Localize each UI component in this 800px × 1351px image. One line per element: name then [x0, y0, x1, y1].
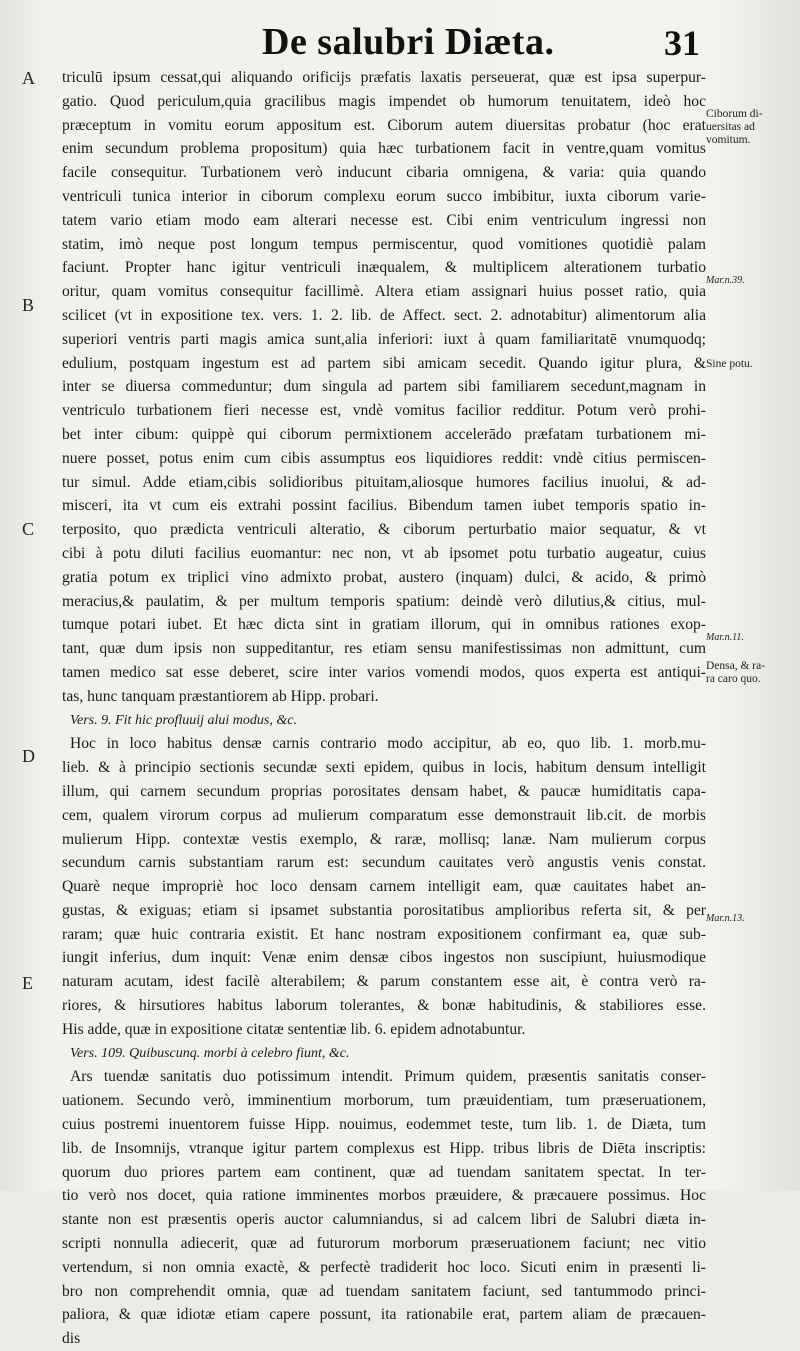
text-line: Quarè neque impropriè hoc loco densam carnem intelligit eam, quæ cauitates habet an-	[62, 878, 706, 896]
text-line: tio verò nos docet, quia ratione imminentes morbos præuidere, & præcauere possimus. Hoc	[62, 1187, 706, 1205]
text-line: lib. de Insomnijs, vtranque igitur partem complexus est Hipp. tribus libris de Diēta inscriptis:	[62, 1139, 706, 1157]
text-line: mulierum Hipp. contextæ vestis exemplo, & raræ, mollisq; lanæ. Nam mulierum corpus	[62, 830, 706, 848]
text-line: dis	[62, 1330, 81, 1348]
text-line: cem, qualem virorum corpus ad mulierum comparatum esse demonstrauit lib.cit. de morbis	[62, 806, 706, 824]
text-line: inter se diuersa commeduntur; dum singula ad partem sibi familiarem secedunt,magnam in	[62, 378, 706, 396]
section-letter-c: C	[22, 519, 35, 539]
text-line: præceptum in vomitu eorum appositum est. Ciborum autem diuersitas probatur (hoc erat	[62, 116, 706, 134]
text-line: bro non comprehendit omnia, quæ ad tuendam sanitatem faciunt, sed tantummodo princi-	[62, 1282, 706, 1300]
text-line: tumque potari iubet. Et hæc dicta sint in gratiam illorum, qui in omnibus rationes exop-	[62, 616, 706, 634]
text-line: paliora, & quæ idiotæ etiam capere possunt, ita rationabile erat, partem aliam de præcauen-	[62, 1306, 706, 1324]
text-line: quorum duo priores partem eam continent, quæ ad tuendam sanitatem spectat. In ter-	[62, 1163, 706, 1181]
text-line: tamen medico sat esse deberet, scire inter varios vomendi modos, quos experta est antiqui-	[62, 663, 706, 681]
text-line: Vers. 109. Quibuscunq. morbi à celebro fiunt, &c.	[70, 1045, 350, 1061]
section-letter-b: B	[22, 295, 35, 315]
text-line: triculū ipsum cessat,qui aliquando orificijs præfatis laxatis perseuerat, quæ est ipsa superpur-	[62, 69, 706, 86]
text-line: cuius postremi inuentorem fuisse Hipp. nouimus, eodemmet teste, tum lib. 1. de Diæta, tum	[62, 1116, 706, 1134]
text-line: riores, & hirsutiores habitus laborum tolerantes, & bonæ habitudinis, & stabiliores esse.	[62, 997, 706, 1015]
body-text	[62, 66, 706, 1351]
margin-note-ref-39: Mar.n.39.	[706, 275, 745, 286]
text-line: cibi à potu diluti facilius euomantur: nec non, vt ab ipsomet potu turbatio augeatur, cuius	[62, 544, 706, 562]
text-line: ventriculi tunica interior in ciborum complexu eorum succo imbibitur, iuxta ciborum varie-	[62, 187, 706, 205]
text-line: Ars tuendæ sanitatis duo potissimum intendit. Primum quidem, præsentis sanitatis conser-	[70, 1068, 706, 1086]
text-line: uationem. Secundo verò, imminentium morborum, tum præuidentiam, tum præseruationem,	[62, 1092, 706, 1110]
text-line: illum, qui carnem secundum proprias porositates densam habet, & paucæ humiditatis capa-	[62, 782, 706, 800]
text-line: misceri, ita vt cum eis extrahi possint facilius. Bibendum tamen iubet temporis spatio in-	[62, 497, 706, 515]
page-header	[0, 14, 800, 64]
text-line: faciunt. Propter hanc igitur ventriculi inæqualem, & multiplicem alterationem turbatio	[62, 259, 706, 277]
text-line: tatem vario etiam modo eam alterari necesse est. Cibi enim ventriculum ingressi non	[62, 211, 706, 229]
text-line: His adde, quæ in expositione citatæ sententiæ lib. 6. epidem adnotabuntur.	[62, 1020, 526, 1038]
text-line: gustas, & exiguas; etiam si ipsamet substantia porositatibus amplioribus referta sit, & per	[62, 901, 706, 919]
text-line: tur simul. Adde etiam,cibis solidioribus pituitam,aliosque humores facilius inuolui, & ad-	[62, 473, 706, 491]
text-line: edulium, postquam ingestum est ad partem sibi amicam secedit. Quando igitur plura, &	[62, 354, 706, 372]
text-line: tas, hunc tanquam præstantiorem ab Hipp. probari.	[62, 687, 379, 705]
margin-note-ciborum: Ciborum di- uersitas ad vomitum.	[706, 108, 763, 146]
text-line: oritur, quam vomitus consequitur facillimè. Altera etiam assignari huius posset ratio, quia	[62, 283, 706, 301]
margin-note-ref-11: Mar.n.11.	[706, 632, 744, 643]
text-line: Vers. 9. Fit hic profluuij alui modus, &c.	[70, 712, 297, 728]
margin-note-densa-rara: Densa, & ra- ra caro quo.	[706, 660, 766, 685]
section-letter-a: A	[22, 68, 35, 88]
text-line: secundum carnis substantiam rarum est: secundum cauitates verò angustis venis constat.	[62, 854, 706, 872]
text-line: raram; quæ huic contraria existit. Et hanc nostram expositionem confirmant ea, quæ sub-	[62, 925, 706, 943]
margin-note-ref-13: Mar.n.13.	[706, 913, 745, 924]
text-line: stante non est præsentis operis auctor calumniandus, si ad calcem libri de Salubri diæta in-	[62, 1211, 706, 1229]
text-line: meracius,& paulatim, & per multum temporis spatium: deindè verò dilutius,& citius, mul-	[62, 592, 706, 610]
text-line: scripti nonnulla adiecerit, quæ ad futurorum morborum præseruationem faciunt; nec vitio	[62, 1235, 706, 1253]
text-line: naturam acutam, idest facilè alterabilem; & parum constantem esse ait, è contra verò ra-	[62, 973, 706, 991]
text-line: facile consequitur. Turbationem verò inducunt cibaria omnigena, & varia: quia quando	[62, 164, 706, 182]
text-line: statim, imò neque post longum tempus permiscentur, quod vomitiones quotidiè palam	[62, 235, 706, 253]
margin-note-sine-potu: Sine potu.	[706, 358, 753, 370]
section-letter-d: D	[22, 746, 35, 766]
text-line: Hoc in loco habitus densæ carnis contrario modo accipitur, ab eo, quo lib. 1. morb.mu-	[70, 735, 706, 753]
text-line: enim secundum problema propositum) quia hæc turbationem facit in ventre,quam vomitus	[62, 140, 706, 158]
text-line: scilicet (vt in expositione tex. vers. 1. 2. lib. de Affect. sect. 2. adnotabitur) alimentorum alia	[62, 306, 706, 324]
text-line: nuere posset, potus enim cum cibis assumptus eos liquidiores reddit: vndè citius permiscen-	[62, 449, 706, 467]
text-line: terposito, quo prædicta ventriculi alteratio, & ciborum perturbatio maior sequatur, & vt	[62, 521, 706, 539]
running-title: De salubri Diæta.	[262, 21, 555, 63]
text-line: gatio. Quod periculum,quia gracilibus magis impendet ob humorum tenuitatem, ideò hoc	[62, 92, 706, 110]
text-line: tant, quæ dum ipsis non suppeditantur, res etiam sensu manifestissimas non admittunt, cum	[62, 640, 706, 658]
page-number: 31	[664, 23, 700, 63]
text-line: gratia potum ex triplici vino admixto probat, austero (inquam) dulci, & acido, & primò	[62, 568, 706, 586]
section-letter-e: E	[22, 973, 33, 993]
text-line: lieb. & à principio sectionis secundæ sexti epidem, quibus in locis, habitum densum intelligit	[62, 759, 706, 777]
text-line: bet inter cibum: quippè qui ciborum permixtionem accelerādo præfatam turbationem mi-	[62, 425, 706, 443]
text-line: vertendum, si non omnia exactè, & perfectè tradiderit hoc loco. Sicuti enim in præsenti li-	[62, 1258, 706, 1276]
text-line: ventriculo turbationem fieri necesse est, vndè vomitus facilior redditur. Potum verò prohi-	[62, 402, 706, 420]
text-line: superiori ventris parti magis amica sunt,alia inferiori: iuxt à quam familiaritatē vnumquodq;	[62, 330, 706, 348]
text-line: iungit inferius, dum inquit: Venæ enim densæ cibos ingestos non suscipiunt, huiusmodique	[62, 949, 706, 967]
